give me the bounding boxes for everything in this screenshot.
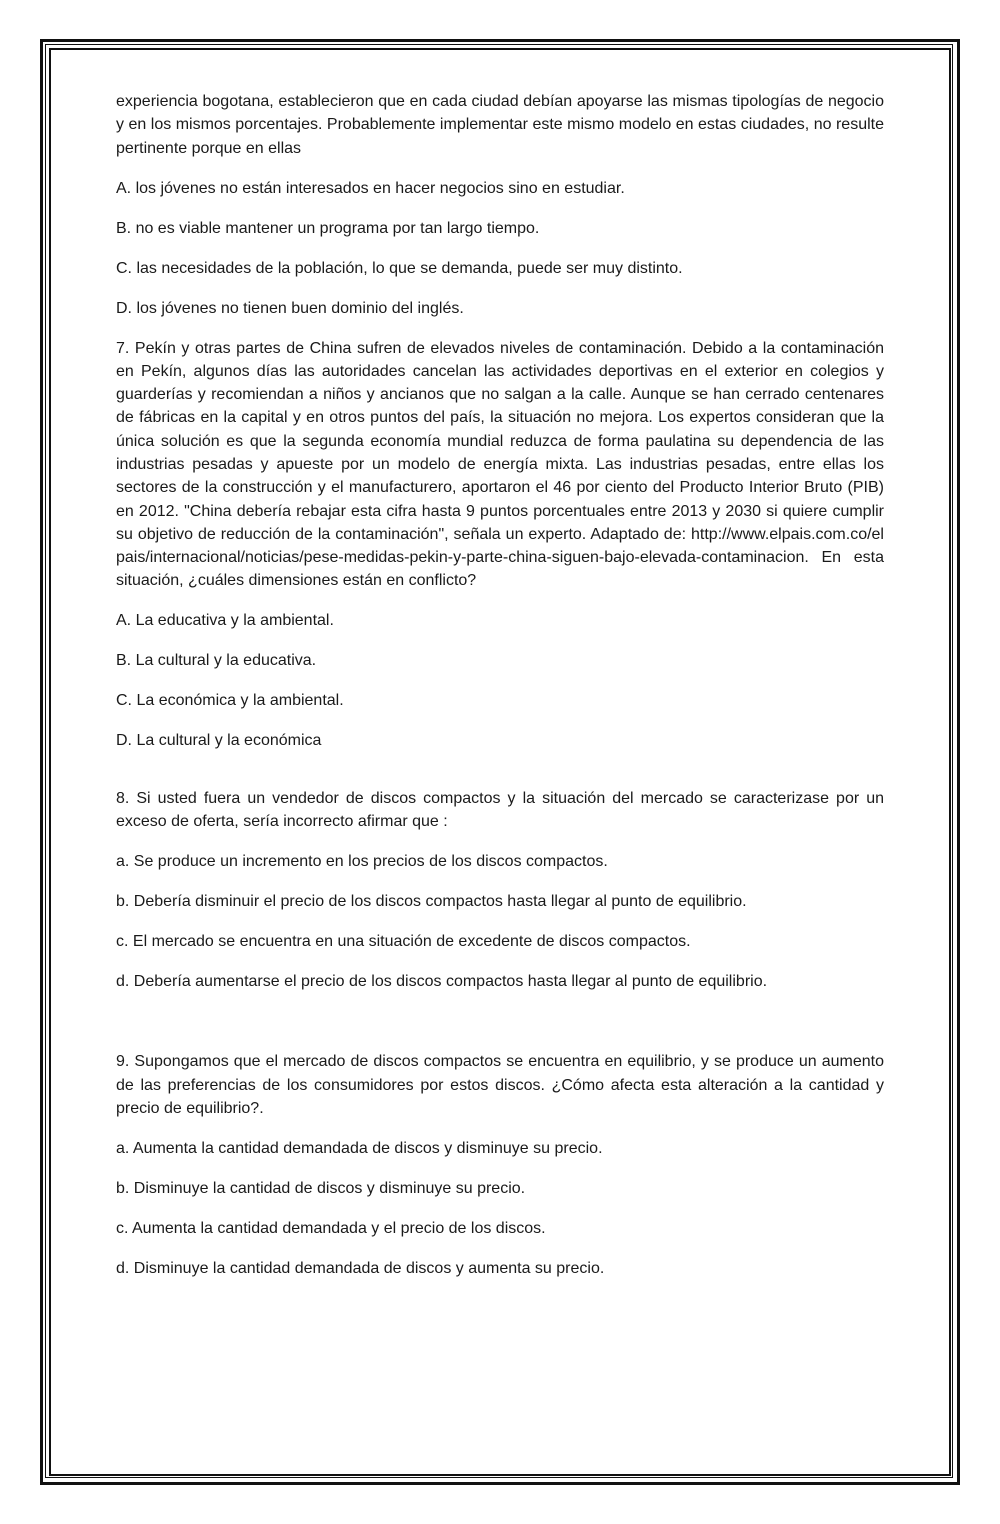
q7-stem [116, 337, 884, 593]
q9-option-d: d. Disminuye la cantidad demandada de discos y aumenta su precio. [116, 1259, 605, 1277]
q7-stem-text: 7. Pekín y otras partes de China sufren de elevados niveles de contaminación. Debido a la contaminación en Pekín, algunos días las autoridades cancelan las actividades deportivas en el exterior en colegios y guarderías y recomiendan a niños y ancianos que no salgan a la calle. Aunque se han cerrado centenares de fábricas en la capital y en otros puntos del país, la situación no mejora. Los expertos consideran que la única solución es que la segunda economía mundial reduzca de forma paulatina su dependencia de las industrias pesadas y apueste por un modelo de energía mixta. Las industrias pesadas, entre ellas los sectores de la construcción y el manufacturero, aportaron el 46 por ciento del Producto Interior Bruto (PIB) en 2012. "China debería rebajar esta cifra hasta 9 puntos porcentuales entre 2013 y 2030 si quiere cumplir su objetivo de reducción de la contaminación", señala un experto. Adaptado de: [116, 339, 884, 543]
q9-stem: 9. Supongamos que el mercado de discos compactos se encuentra en equilibrio, y se produce un aumento de las preferencias de los consumidores por estos discos. ¿Cómo afecta esta alteración a la cantidad y precio de equilibrio?. [116, 1053, 884, 1117]
q7-option-a: A. La educativa y la ambiental. [116, 612, 334, 630]
q6-option-a: A. los jóvenes no están interesados en hacer negocios sino en estudiar. [116, 179, 625, 197]
q7-source-url: http://www.elpais.com.co/elpais/internacional/noticias/pese-medidas-pekin-y-parte-china-siguen-bajo-elevada-contaminacion. [116, 525, 884, 567]
q8-option-a: a. Se produce un incremento en los precios de los discos compactos. [116, 853, 608, 870]
q9-option-b: b. Disminuye la cantidad de discos y disminuye su precio. [116, 1179, 526, 1197]
q7-option-b: B. La cultural y la educativa. [116, 652, 317, 670]
q7-option-c: C. La económica y la ambiental. [116, 692, 344, 710]
q8-stem: 8. Si usted fuera un vendedor de discos compactos y la situación del mercado se caracterizase por un exceso de oferta, sería incorrecto afirmar que : [116, 789, 884, 831]
q9-option-c: c. Aumenta la cantidad demandada y el precio de los discos. [116, 1219, 546, 1237]
q6-option-b: B. no es viable mantener un programa por tan largo tiempo. [116, 219, 540, 237]
q6-stem: experiencia bogotana, establecieron que en cada ciudad debían apoyarse las mismas tipologías de negocio y en los mismos porcentajes. Probablemente implementar este mismo modelo en estas ciudades, no resulte pertinente porque en ellas [116, 93, 884, 157]
q8-option-c: c. El mercado se encuentra en una situación de excedente de discos compactos. [116, 932, 691, 950]
q7-question: En esta situación, ¿cuáles dimensiones están en conflicto? [116, 549, 884, 590]
q6-option-d: D. los jóvenes no tienen buen dominio del inglés. [116, 299, 464, 317]
q8-option-d: d. Debería aumentarse el precio de los discos compactos hasta llegar al punto de equilibrio. [116, 972, 768, 990]
q7-option-d: D. La cultural y la económica [116, 732, 322, 750]
document-body [116, 90, 884, 1280]
q6-option-c: C. las necesidades de la población, lo que se demanda, puede ser muy distinto. [116, 259, 683, 277]
q9-option-a: a. Aumenta la cantidad demandada de discos y disminuye su precio. [116, 1139, 603, 1157]
q8-option-b: b. Debería disminuir el precio de los discos compactos hasta llegar al punto de equilibrio. [116, 892, 747, 910]
